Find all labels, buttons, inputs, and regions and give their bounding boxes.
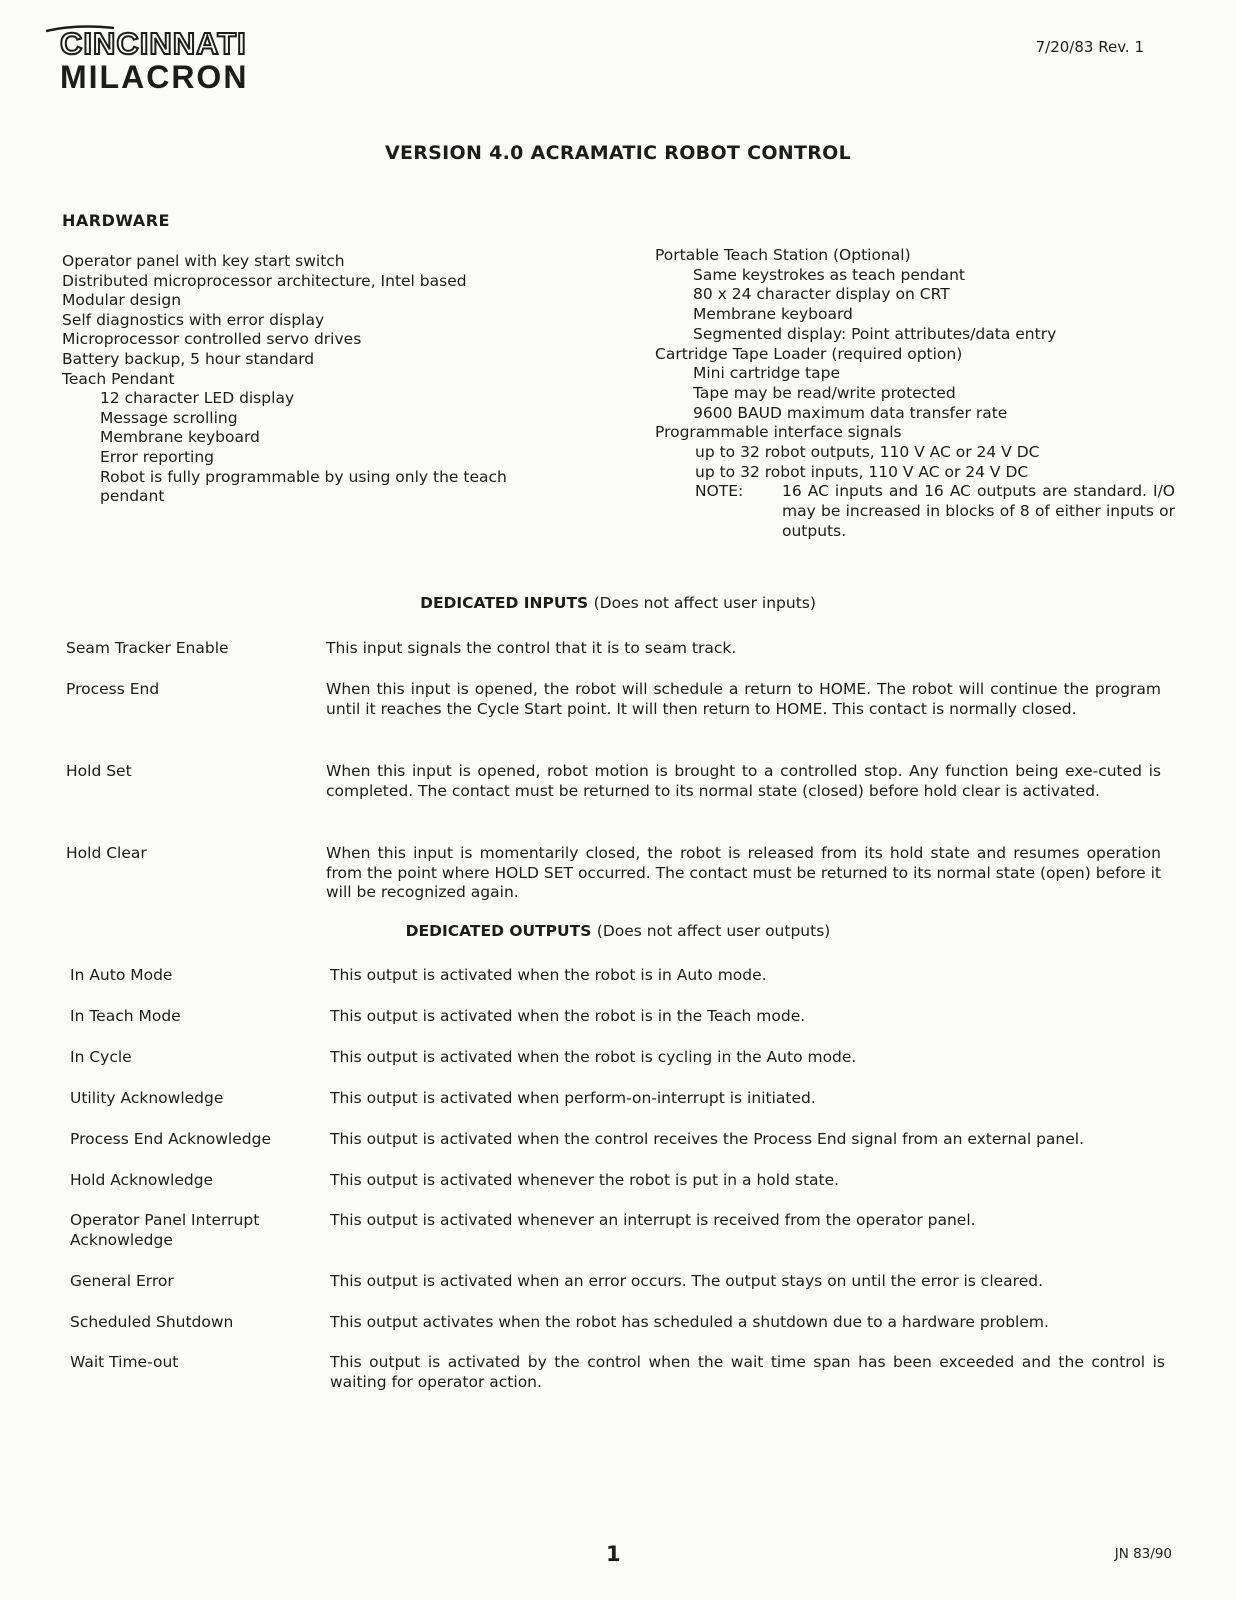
output-name: Scheduled Shutdown [70,1313,234,1331]
portable-teach-station: Portable Teach Station (Optional) [655,246,911,264]
hardware-left-column [62,252,572,507]
output-description: This output is activated whenever the robot is put in a hold state. [330,1171,840,1189]
output-name: In Cycle [70,1048,132,1066]
hardware-right-column [655,246,1175,542]
output-description: This output is activated when the robot is in the Teach mode. [330,1007,806,1025]
hardware-heading: HARDWARE [62,211,170,230]
logo-line-2: MILACRON [60,59,249,95]
section-title: DEDICATED OUTPUTS [405,922,592,940]
input-name: Seam Tracker Enable [66,639,229,657]
teach-pendant-item: Membrane keyboard [100,428,260,447]
revision-date: 7/20/83 Rev. 1 [1035,38,1144,56]
cartridge-tape-loader: Cartridge Tape Loader (required option) [655,344,963,363]
note-text: 16 AC inputs and 16 AC outputs are standard. I/O may be increased in blocks of 8 of either inputs or outputs. [782,482,1175,540]
output-name: In Auto Mode [70,966,173,984]
interface-signals: Programmable interface signals [655,423,902,442]
hardware-item: Modular design [62,291,182,310]
teach-pendant-item: 12 character LED display [100,389,295,408]
output-name: Hold Acknowledge [70,1171,214,1189]
note-label: NOTE: [695,482,744,501]
teach-pendant-item: Message scrolling [100,408,238,427]
input-name: Process End [66,680,160,698]
output-description: This output is activated by the control when the wait time span has been exceeded and the control is waiting for operator action. [330,1353,1165,1391]
output-description: This output is activated when perform-on-interrupt is initiated. [330,1089,816,1107]
cartridge-item: Mini cartridge tape [693,364,840,383]
io-note [655,482,1175,541]
page-number: 1 [606,1542,621,1566]
document-title: VERSION 4.0 ACRAMATIC ROBOT CONTROL [384,142,852,164]
logo-line-1: CINCINNATI [60,26,247,61]
section-subtitle: (Does not affect user outputs) [596,922,831,940]
document-code: JN 83/90 [1114,1546,1172,1562]
dedicated-inputs-heading [0,594,1236,612]
cartridge-item: 9600 BAUD maximum data transfer rate [693,403,1008,422]
output-description: This output is activated when the robot is cycling in the Auto mode. [330,1048,857,1066]
logo-swoosh-icon [46,24,116,34]
input-name: Hold Clear [66,844,147,862]
hardware-item: Microprocessor controlled servo drives [62,330,362,349]
output-description: This output activates when the robot has scheduled a shutdown due to a hardware problem. [330,1313,1049,1331]
output-name: General Error [70,1272,174,1290]
dedicated-outputs-heading [0,922,1236,940]
hardware-item: Battery backup, 5 hour standard [62,349,315,368]
output-name: Operator Panel Interrupt Acknowledge [70,1211,260,1249]
output-description: This output is activated whenever an interrupt is received from the operator panel. [330,1211,976,1229]
input-description: When this input is momentarily closed, the robot is released from its hold state and resumes operation from the point where HOLD SET occurred. The contact must be returned to its normal state (open) before it will be recognized again. [326,844,1161,902]
cartridge-item: Tape may be read/write protected [693,383,956,402]
portable-item: 80 x 24 character display on CRT [693,285,950,304]
output-description: This output is activated when the robot is in Auto mode. [330,966,767,984]
output-description: This output is activated when the control receives the Process End signal from an external panel. [330,1130,1084,1148]
input-description: When this input is opened, robot motion is brought to a controlled stop. Any function being exe-cuted is completed. The contact must be returned to its normal state (closed) before hold clear is activated. [326,762,1161,800]
hardware-item: Teach Pendant [62,369,175,388]
input-description: This input signals the control that it is to seam track. [326,639,737,657]
teach-pendant-item: Robot is fully programmable by using only the teach pendant [100,467,507,506]
output-name: Utility Acknowledge [70,1089,224,1107]
portable-item: Same keystrokes as teach pendant [693,265,965,284]
output-name: In Teach Mode [70,1007,181,1025]
portable-item: Membrane keyboard [693,305,853,324]
interface-item: up to 32 robot inputs, 110 V AC or 24 V DC [695,462,1029,481]
interface-item: up to 32 robot outputs, 110 V AC or 24 V DC [695,443,1040,462]
section-subtitle: (Does not affect user inputs) [593,594,816,612]
output-name: Wait Time-out [70,1353,179,1371]
output-description: This output is activated when an error occurs. The output stays on until the error is cleared. [330,1272,1044,1290]
hardware-item: Distributed microprocessor architecture, Intel based [62,271,467,290]
output-name: Process End Acknowledge [70,1130,271,1148]
input-name: Hold Set [66,762,132,780]
hardware-item: Operator panel with key start switch [62,252,345,270]
teach-pendant-item: Error reporting [100,447,215,466]
hardware-item: Self diagnostics with error display [62,310,325,329]
input-description: When this input is opened, the robot will schedule a return to HOME. The robot will continue the program until it reaches the Cycle Start point. It will then return to HOME. This contact is normally closed. [326,680,1161,718]
section-title: DEDICATED INPUTS [420,594,589,612]
portable-item: Segmented display: Point attributes/data entry [693,324,1057,343]
company-logo [60,28,248,93]
